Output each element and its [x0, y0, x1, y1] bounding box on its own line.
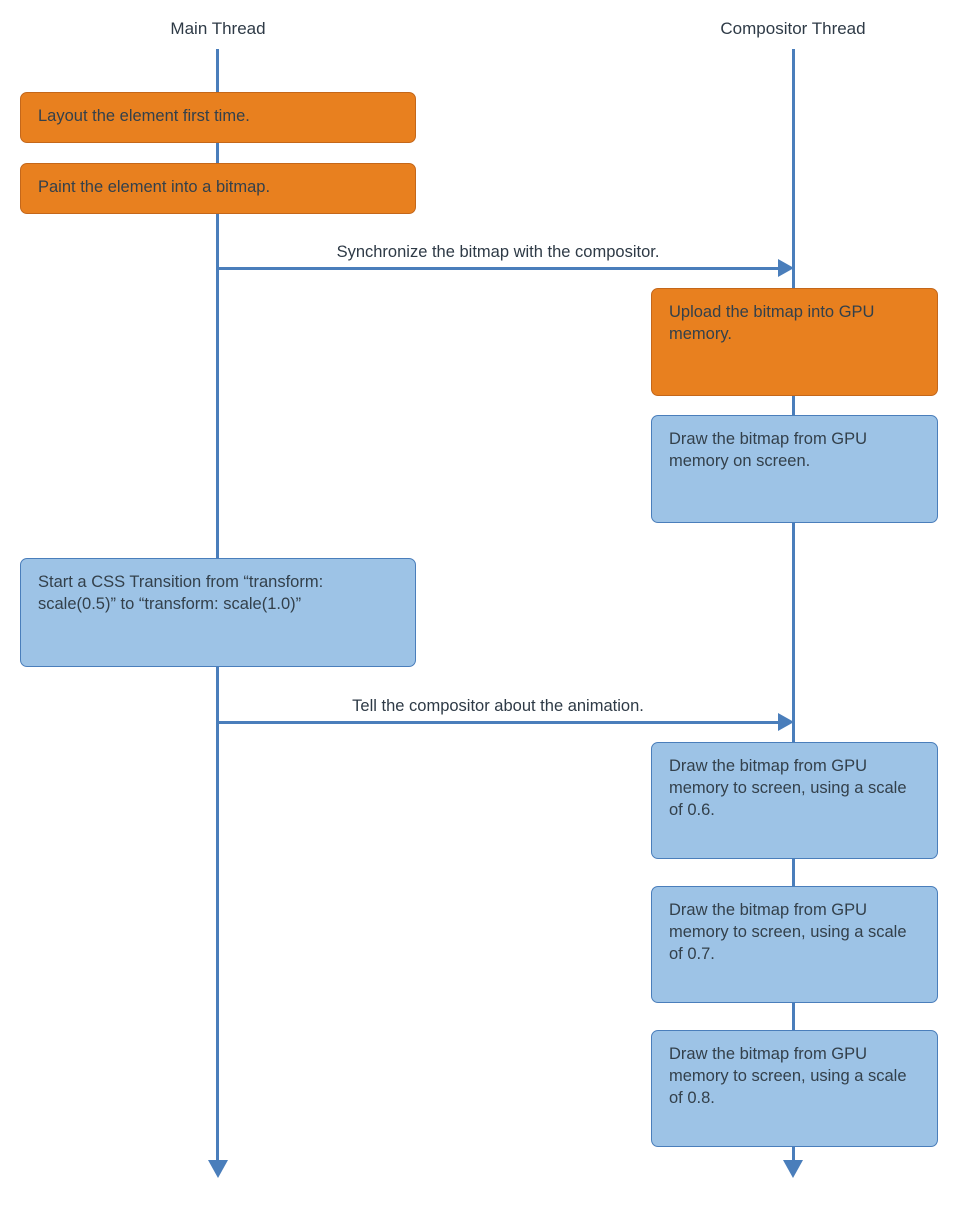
lane-title-main-thread: Main Thread	[170, 19, 266, 38]
message-arrowhead-synchronize-bitmap	[778, 259, 794, 277]
compositor-step-draw-scale-08: Draw the bitmap from GPU memory to screen, using a scale of 0.8.	[651, 1030, 938, 1147]
message-line-synchronize-bitmap	[216, 267, 782, 270]
message-label-tell-compositor: Tell the compositor about the animation.	[352, 697, 644, 715]
message-line-tell-compositor	[216, 721, 782, 724]
main-thread-step-paint: Paint the element into a bitmap.	[20, 163, 416, 214]
compositor-step-draw-bitmap: Draw the bitmap from GPU memory on screen.	[651, 415, 938, 523]
lifeline-compositor-thread-arrowhead	[783, 1160, 803, 1178]
compositor-step-draw-scale-07: Draw the bitmap from GPU memory to screen, using a scale of 0.7.	[651, 886, 938, 1003]
main-thread-step-css-transition: Start a CSS Transition from “transform: scale(0.5)” to “transform: scale(1.0)”	[20, 558, 416, 667]
compositor-step-upload-bitmap: Upload the bitmap into GPU memory.	[651, 288, 938, 396]
lifeline-main-thread-arrowhead	[208, 1160, 228, 1178]
message-arrowhead-tell-compositor	[778, 713, 794, 731]
compositor-step-draw-scale-06: Draw the bitmap from GPU memory to screen, using a scale of 0.6.	[651, 742, 938, 859]
lane-title-compositor-thread: Compositor Thread	[720, 19, 866, 38]
main-thread-step-layout: Layout the element first time.	[20, 92, 416, 143]
message-label-synchronize-bitmap: Synchronize the bitmap with the compositor.	[336, 243, 660, 261]
